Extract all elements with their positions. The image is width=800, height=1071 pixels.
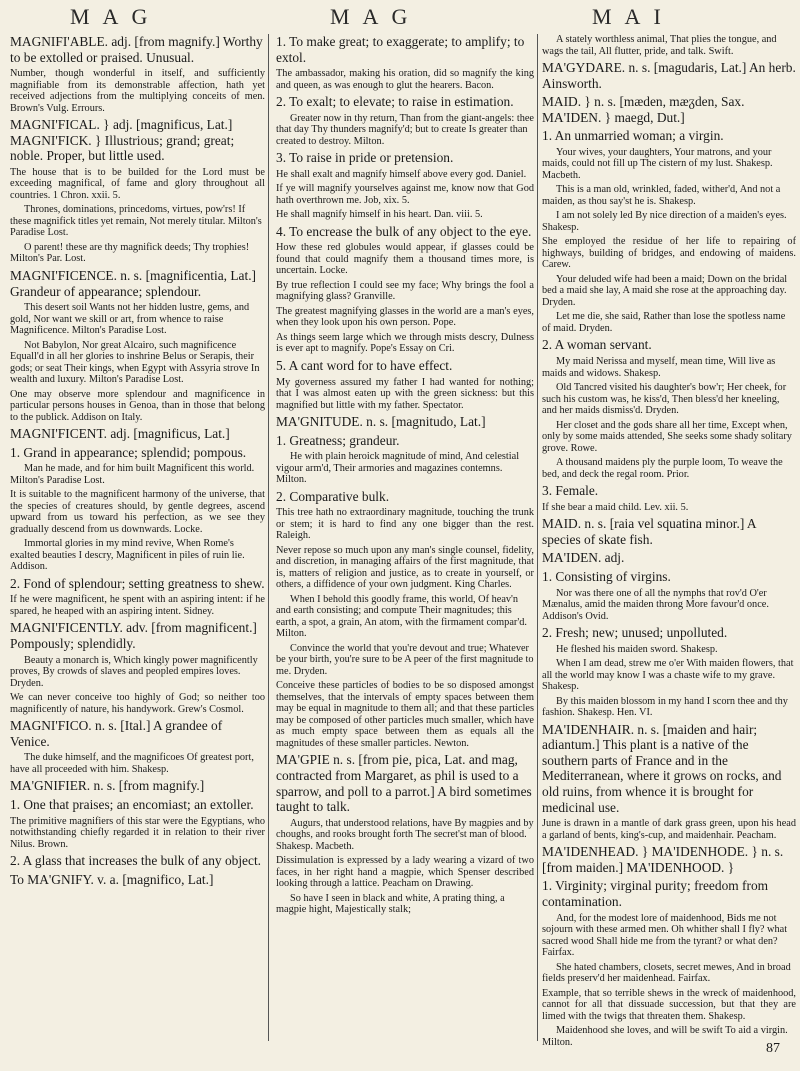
entry-text: MA'IDENHEAD. } MA'IDENHODE. } n. s. [from maiden.] MA'IDENHOOD. } xyxy=(542,844,784,875)
entry-text: MAGNI'FICAL. } adj. [magnificus, Lat.] MAGNI'FICK. } Illustrious; grand; great; noble. Proper, but little used. xyxy=(10,117,235,164)
quotation-text: This tree hath no extraordinary magnitude, touching the trunk or stem; it is hard to find any one bigger than the rest. Raleigh. xyxy=(276,507,534,542)
entry-text: 1. Virginity; virginal purity; freedom from contamination. xyxy=(542,878,769,909)
quotation-text: This desert soil Wants not her hidden lustre, gems, and gold, Nor want we skill or art, from whence to raise Magnificence. Milton's Paradise Lost. xyxy=(10,302,250,337)
entry-text: MAID. } n. s. [mæden, mæᵹden, Sax. MA'IDEN. } maegd, Dut.] xyxy=(542,94,745,125)
quotation-text: Greater now in thy return, Than from the giant-angels: thee that day Thy thunders magnify'd; but to create Is greater than created to destroy. Milton. xyxy=(276,112,534,147)
quotation-text: She employed the residue of her life to repairing of highways, building of bridges, and endowing of maidens. Carew. xyxy=(542,236,796,271)
page-number: 87 xyxy=(766,1041,780,1056)
quotation-text: It is suitable to the magnificent harmony of the universe, that the species of creatures should, by gentle degrees, ascend upward from us toward his perfection, as we see they gradually descend from us downwards. Locke. xyxy=(10,489,265,535)
quotation-text: Nor was there one of all the nymphs that rov'd O'er Mænalus, amid the maiden throng More favour'd once. Addison's Ovid. xyxy=(542,587,769,622)
entry-text: To MA'GNIFY. v. a. [magnifico, Lat.] xyxy=(10,871,214,887)
quotation-text: This is a man old, wrinkled, faded, wither'd, And not a maiden, as thou say'st he is. Shakesp. xyxy=(542,184,781,207)
entry-text: 1. To make great; to exaggerate; to amplify; to extol. xyxy=(276,34,525,65)
entry-text: 2. Comparative bulk. xyxy=(276,488,390,504)
quotation-text: When I behold this goodly frame, this world, Of heav'n and earth consisting; and compute Their magnitudes; this earth, a spot, a grain, An atom, with the firmament compar'd. Milton. xyxy=(276,593,527,640)
quotation-text: Your wives, your daughters, Your matrons, and your maids, could not fill up The cistern of my lust. Shakesp. Macbeth. xyxy=(542,146,773,181)
quotation-text: Thrones, dominations, princedoms, virtues, pow'rs! If these magnifick titles yet remain, Not merely titular. Milton's Paradise Lost. xyxy=(10,204,262,239)
entry-text: MAGNI'FICO. n. s. [Ital.] A grandee of Venice. xyxy=(10,718,223,749)
quotation-text: How these red globules would appear, if glasses could be found that could magnify them a thousand times more, is uncertain. Locke. xyxy=(276,242,534,277)
quotation-text: June is drawn in a mantle of dark grass green, upon his head a garland of bents, king's-cup, and maidenhair. Peacham. xyxy=(542,818,796,841)
entry-text: 1. Greatness; grandeur. xyxy=(276,432,400,448)
quotation-text: The greatest magnifying glasses in the world are a man's eyes, when they look upon his own person. Pope. xyxy=(276,305,534,329)
entry-text: 2. Fresh; new; unused; unpolluted. xyxy=(542,625,728,641)
quotation-text: Beauty a monarch is, Which kingly power magnificently proves, By crowds of slaves and peopled empires loves. Dryden. xyxy=(10,654,258,689)
quotation-text: By true reflection I could see my face; Why brings the fool a magnifying glass? Granville. xyxy=(276,279,534,303)
quotation-text: Dissimulation is expressed by a lady wearing a vizard of two faces, in her right hand a magpie, which Spenser described looking through a lattice. Peacham on Drawing. xyxy=(276,855,534,890)
running-head-middle: MAG xyxy=(330,4,421,29)
quotation-text: Augurs, that understood relations, have By magpies and by choughs, and rooks brought forth The secret'st man of blood. Shakesp. Macbeth. xyxy=(276,817,534,852)
entry-text: 1. One that praises; an encomiast; an extoller. xyxy=(10,796,254,812)
entry-text: 3. To raise in pride or pretension. xyxy=(276,150,454,166)
column-3 xyxy=(542,34,796,1057)
quotation-text: When I am dead, strew me o'er With maiden flowers, that all the world may know I was a chaste wife to my grave. Shakesp. xyxy=(542,658,794,693)
quotation-text: If ye will magnify yourselves against me, know now that God hath overthrown me. Job, xix. 5. xyxy=(276,183,534,206)
quotation-text: As things seem large which we through mists descry, Dulness is ever apt to magnify. Pope's Essay on Cri. xyxy=(276,331,534,355)
entry-text: MA'GYDARE. n. s. [magudaris, Lat.] An herb. Ainsworth. xyxy=(542,60,796,91)
entry-text: 2. A woman servant. xyxy=(542,337,652,353)
entry-text: MAGNI'FICENCE. n. s. [magnificentia, Lat.] Grandeur of appearance; splendour. xyxy=(10,267,257,299)
entry-text: MA'IDEN. adj. xyxy=(542,550,625,566)
entry-text: 1. Consisting of virgins. xyxy=(542,568,671,584)
quotation-text: Man he made, and for him built Magnificent this world. Milton's Paradise Lost. xyxy=(10,463,255,486)
quotation-text: We can never conceive too highly of God; so neither too magnificently of nature, his handywork. Grew's Cosmol. xyxy=(10,692,265,715)
quotation-text: A thousand maidens ply the purple loom, To weave the bed, and deck the regal room. Prior. xyxy=(542,457,783,480)
column-2 xyxy=(276,34,534,1057)
quotation-text: He shall exalt and magnify himself above every god. Daniel. xyxy=(276,168,527,180)
quotation-text: Convince the world that you're devout and true; Whatever be your birth, you're sure to be A peer of the first magnitude to me. Dryden. xyxy=(276,642,534,677)
entry-text: 2. To exalt; to elevate; to raise in estimation. xyxy=(276,94,514,110)
entry-text: MAID. n. s. [raia vel squatina minor.] A species of skate fish. xyxy=(542,516,756,547)
quotation-text: Immortal glories in my mind revive, When Rome's exalted beauties I descry, Magnificent in piles of ruin lie. Addison. xyxy=(10,538,245,573)
running-head-right: MAI xyxy=(592,4,674,29)
running-head-left: MAG xyxy=(70,4,161,29)
quotation-text: The duke himself, and the magnificoes Of greatest port, have all proceeded with him. Shakesp. xyxy=(10,752,254,775)
quotation-text: Never repose so much upon any man's single counsel, fidelity, and discretion, in managing affairs of the first magnitude, that is, matters of religion and justice, as to create in yourself, or others, a diffidence of your own judgment. King Charles. xyxy=(276,544,534,591)
quotation-text: If he were magnificent, he spent with an aspiring intent: if he spared, he heaped with an aspiring intent. Sidney. xyxy=(10,594,265,617)
quotation-text: Not Babylon, Nor great Alcairo, such magnificence Equall'd in all her glories to inshrine Belus or Serapis, their gods; or seat Their kings, when Egypt with Assyria strove In wealth and luxury. Milton's Paradise Lost. xyxy=(10,339,260,386)
column-1 xyxy=(10,34,265,1057)
quotation-text: My governess assured my father I had wanted for nothing; that I was almost eaten up with the green sickness: but this magnified but little with my father. Spectator. xyxy=(276,376,534,411)
quotation-text: So have I seen in black and white, A prating thing, a magpie hight, Majestically stalk; xyxy=(276,892,505,916)
quotation-text: Old Tancred visited his daughter's bow'r; Her cheek, for such his custom was, he kiss'd, Then bless'd her kneeling, and her maids dismiss'd. Dryden. xyxy=(542,382,787,417)
entry-text: 5. A cant word for to have effect. xyxy=(276,357,453,373)
quotation-text: I am not solely led By nice direction of a maiden's eyes. Shakesp. xyxy=(542,210,787,233)
quotation-text: O parent! these are thy magnifick deeds; Thy trophies! Milton's Par. Lost. xyxy=(10,241,250,265)
entry-text: MAGNIFI'ABLE. adj. [from magnify.] Worthy to be extolled or praised. Unusual. xyxy=(10,34,263,65)
entry-text: 1. Grand in appearance; splendid; pompous. xyxy=(10,444,247,460)
quotation-text: She hated chambers, closets, secret mewes, And in broad fields preserv'd her maidenhead. Fairfax. xyxy=(542,961,791,985)
entry-text: MAGNI'FICENT. adj. [magnificus, Lat.] xyxy=(10,426,230,442)
quotation-text: Number, though wonderful in itself, and sufficiently magnifiable from its demonstrable affection, hath yet received adjections from the multiplying conceits of men. Brown's Vulg. Errours. xyxy=(10,68,265,114)
quotation-text: A stately worthless animal, That plies the tongue, and wags the tail, All flutter, pride, and talk. Swift. xyxy=(542,34,777,57)
quotation-text: By this maiden blossom in my hand I scorn thee and thy fashion. Shakesp. Hen. VI. xyxy=(542,695,788,719)
quotation-text: And, for the modest lore of maidenhood, Bids me not sojourn with these armed men. Oh whither shall I fly? what sacred wood Shall hide me from the tyrant? or what den? Fairfax. xyxy=(542,912,788,959)
entry-text: 4. To encrease the bulk of any object to the eye. xyxy=(276,223,532,239)
quotation-text: Let me die, she said, Rather than lose the spotless name of maid. Dryden. xyxy=(542,311,786,334)
entry-text: MA'GNIFIER. n. s. [from magnify.] xyxy=(10,778,205,794)
quotation-text: If she bear a maid child. Lev. xii. 5. xyxy=(542,501,689,513)
entry-text: 1. An unmarried woman; a virgin. xyxy=(542,128,724,144)
quotation-text: Example, that so terrible shews in the wreck of maidenhood, cannot for all that dissuade succession, but that they are limed with the twigs that threaten them. Shakesp. xyxy=(542,987,796,1022)
entry-text: 3. Female. xyxy=(542,483,599,499)
quotation-text: Conceive these particles of bodies to be so disposed amongst themselves, that the intervals of empty spaces between them may be equal in magnitude to them all; and that these particles may be composed of other particles much smaller, which have as much empty space between them as equals all the magnitudes of these smaller particles. Newton. xyxy=(276,680,534,749)
quotation-text: The primitive magnifiers of this star were the Egyptians, who notwithstanding chiefly regarded it in relation to their river Nilus. Brown. xyxy=(10,815,265,850)
quotation-text: My maid Nerissa and myself, mean time, Will live as maids and widows. Shakesp. xyxy=(542,356,776,379)
entry-text: 2. Fond of splendour; setting greatness to shew. xyxy=(10,575,265,591)
quotation-text: Maidenhood she loves, and will be swift To aid a virgin. Milton. xyxy=(542,1025,788,1048)
quotation-text: The ambassador, making his oration, did so magnify the king and queen, as was enough to glut the hearers. Bacon. xyxy=(276,68,534,91)
entry-text: 2. A glass that increases the bulk of any object. xyxy=(10,853,262,868)
column-rule xyxy=(537,34,538,1041)
quotation-text: One may observe more splendour and magnificence in particular persons houses in Genoa, than in those that belong to the publick. Addison on Italy. xyxy=(10,388,265,423)
quotation-text: Your deluded wife had been a maid; Down on the bridal bed a maid she lay, A maid she rose at the approaching day. Dryden. xyxy=(542,273,788,308)
quotation-text: Her closet and the gods share all her time, Except when, only by some maids attended, She seeks some shady solitary grove. Rowe. xyxy=(542,419,792,454)
quotation-text: He fleshed his maiden sword. Shakesp. xyxy=(556,643,718,655)
quotation-text: He shall magnify himself in his heart. Dan. viii. 5. xyxy=(276,209,483,221)
column-rule xyxy=(268,34,269,1041)
quotation-text: He with plain heroick magnitude of mind, And celestial vigour arm'd, Their armories and magazines contemns. Milton. xyxy=(276,451,520,486)
entry-text: MA'GNITUDE. n. s. [magnitudo, Lat.] xyxy=(276,414,486,430)
entry-text: MA'GPIE n. s. [from pie, pica, Lat. and mag, contracted from Margaret, as phil is used to a sparrow, and poll to a parrot.] A bird sometimes taught to talk. xyxy=(276,752,532,815)
entry-text: MA'IDENHAIR. n. s. [maiden and hair; adiantum.] This plant is a native of the southern parts of France and in the Mediterranean, where it grows on rocks, and old ruins, from whence it is brought for medicinal use. xyxy=(542,721,782,815)
quotation-text: The house that is to be builded for the Lord must be exceeding magnifical, of fame and glory throughout all countries. 1 Chron. xxii. 5. xyxy=(10,166,265,201)
entry-text: MAGNI'FICENTLY. adv. [from magnificent.] Pompously; splendidly. xyxy=(10,620,257,652)
